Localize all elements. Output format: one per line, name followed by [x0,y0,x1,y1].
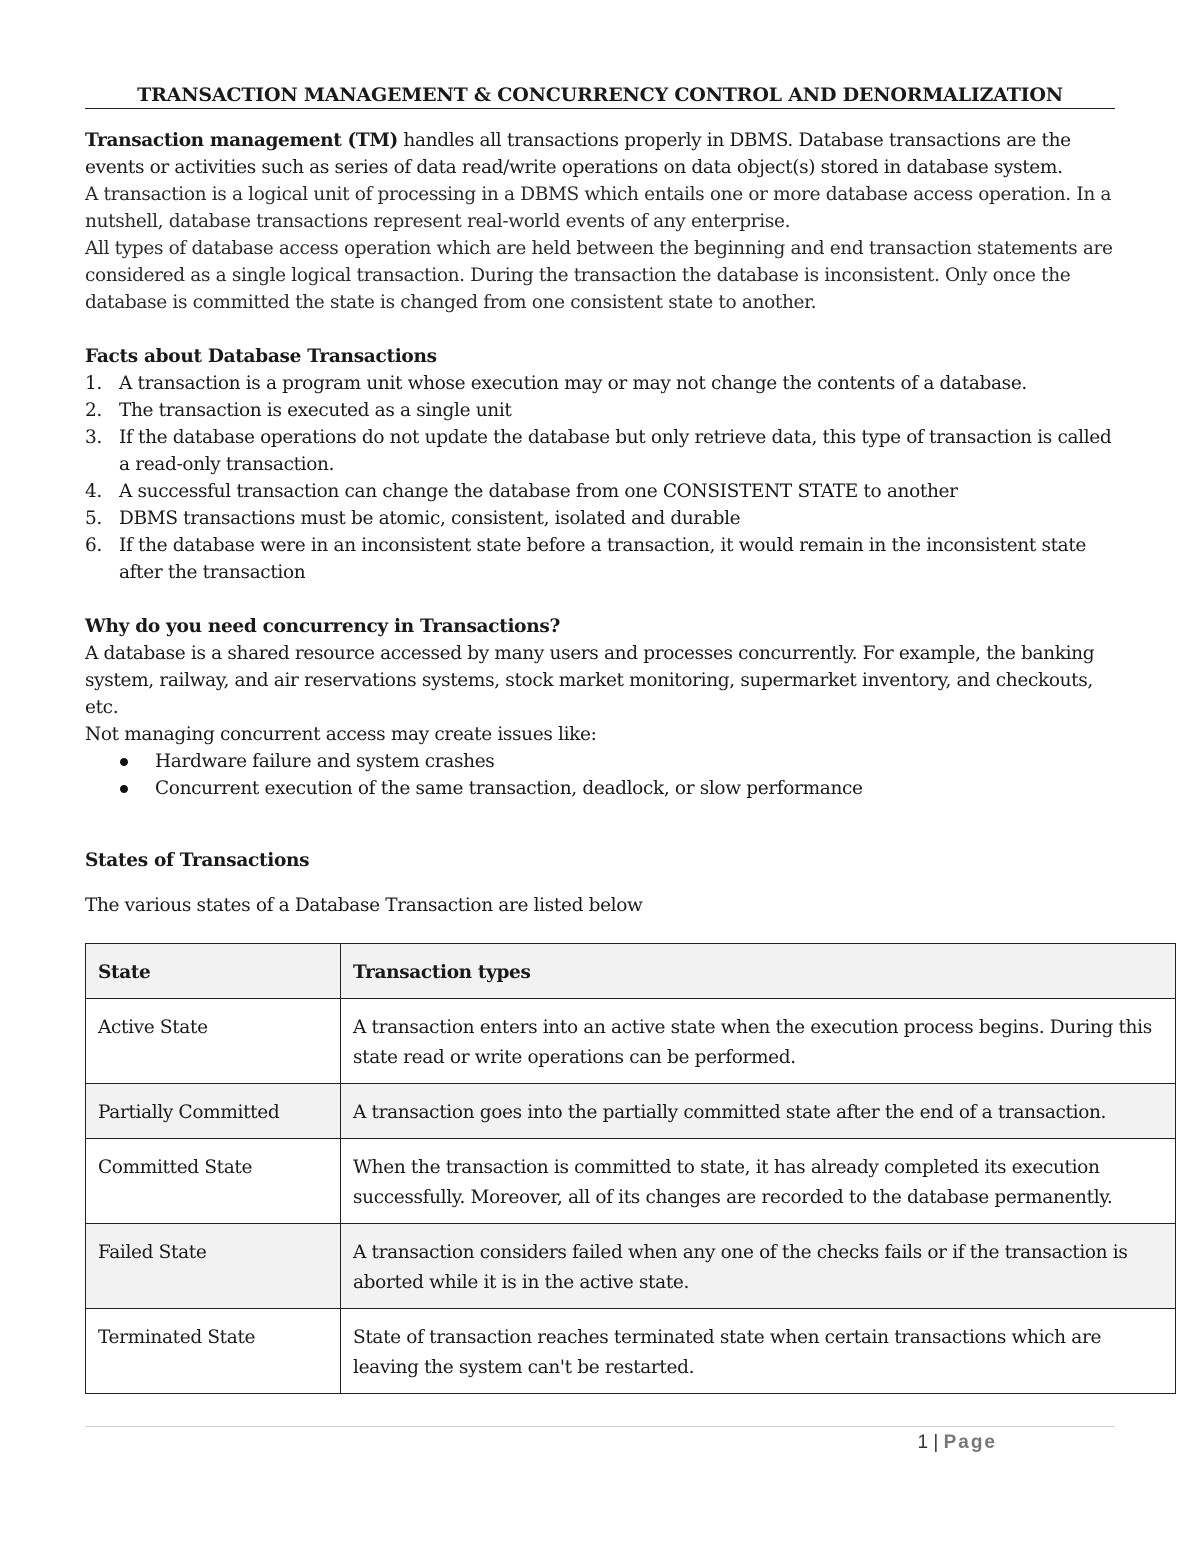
table-row [86,999,1176,1084]
table-cell-state: Terminated State [86,1309,341,1394]
table-cell-state: Active State [86,999,341,1084]
table-cell-state: Committed State [86,1139,341,1224]
bullet-text: Hardware failure and system crashes [155,751,495,772]
list-number: 6. [85,535,102,556]
intro-lead-rest: handles all transactions properly in DBMS. Database transactions are the events or activities such as series of data read/write operations on data object(s) stored in database system. [85,130,1071,178]
table-cell-description: A transaction considers failed when any one of the checks fails or if the transaction is aborted while it is in the active state. [341,1224,1176,1309]
page-number: 1 [917,1432,929,1453]
intro-lead-bold: Transaction management (TM) [85,130,398,151]
facts-heading: Facts about Database Transactions [85,346,437,367]
states-table [85,943,1176,1394]
facts-list-item [85,424,1115,478]
list-number: 5. [85,508,102,529]
list-number: 3. [85,427,102,448]
list-text: If the database operations do not update the database but only retrieve data, this type of transaction is called a read-only transaction. [119,427,1112,475]
page-label: Page [943,1432,997,1453]
facts-list-item [85,370,1115,397]
list-text: A transaction is a program unit whose execution may or may not change the contents of a database. [119,373,1027,394]
list-text: DBMS transactions must be atomic, consistent, isolated and durable [119,508,741,529]
page-footer [85,1432,997,1454]
bullet-dot-icon [120,758,128,766]
table-header-types: Transaction types [341,944,1176,999]
bullet-item [85,748,1115,775]
concurrency-paragraph-1: A database is a shared resource accessed by many users and processes concurrently. For example, the banking system, railway, and air reservations systems, stock market monitoring, supermarket inventory, and checkouts, etc. [85,643,1095,718]
facts-list-item [85,505,1115,532]
facts-list [85,370,1115,586]
table-row [86,1139,1176,1224]
list-text: The transaction is executed as a single unit [119,400,512,421]
bullet-dot-icon [120,785,128,793]
facts-list-item [85,397,1115,424]
table-row [86,1084,1176,1139]
list-text: A successful transaction can change the database from one CONSISTENT STATE to another [119,481,958,502]
table-row [86,1309,1176,1394]
bullet-item [85,775,1115,802]
table-row [86,1224,1176,1309]
intro-paragraph-1 [85,127,1115,181]
table-header-state: State [86,944,341,999]
page-separator: | [928,1432,944,1453]
list-number: 2. [85,400,102,421]
states-heading: States of Transactions [85,850,310,871]
facts-list-item [85,478,1115,505]
states-intro: The various states of a Database Transaction are listed below [85,895,643,916]
intro-paragraph-3: All types of database access operation which are held between the beginning and end transaction statements are considered as a single logical transaction. During the transaction the database is inconsistent. Only once the database is committed the state is changed from one consistent state to another. [85,238,1113,313]
table-cell-state: Failed State [86,1224,341,1309]
table-cell-description: A transaction enters into an active state when the execution process begins. During this state read or write operations can be performed. [341,999,1176,1084]
bullet-text: Concurrent execution of the same transaction, deadlock, or slow performance [155,778,863,799]
document-page [85,84,1115,919]
table-cell-description: A transaction goes into the partially committed state after the end of a transaction. [341,1084,1176,1139]
list-number: 4. [85,481,102,502]
table-cell-description: When the transaction is committed to state, it has already completed its execution successfully. Moreover, all of its changes are recorded to the database permanently. [341,1139,1176,1224]
concurrency-bullet-list [85,748,1115,802]
list-text: If the database were in an inconsistent state before a transaction, it would remain in the inconsistent state after the transaction [119,535,1087,583]
document-title: TRANSACTION MANAGEMENT & CONCURRENCY CONTROL AND DENORMALIZATION [85,84,1115,109]
intro-paragraph-2: A transaction is a logical unit of processing in a DBMS which entails one or more database access operation. In a nutshell, database transactions represent real-world events of any enterprise. [85,184,1112,232]
concurrency-heading: Why do you need concurrency in Transactions? [85,616,561,637]
list-number: 1. [85,373,102,394]
footer-divider [85,1426,1115,1427]
table-header-row [86,944,1176,999]
table-cell-state: Partially Committed [86,1084,341,1139]
concurrency-paragraph-2: Not managing concurrent access may create issues like: [85,724,597,745]
facts-list-item [85,532,1115,586]
table-cell-description: State of transaction reaches terminated state when certain transactions which are leaving the system can't be restarted. [341,1309,1176,1394]
